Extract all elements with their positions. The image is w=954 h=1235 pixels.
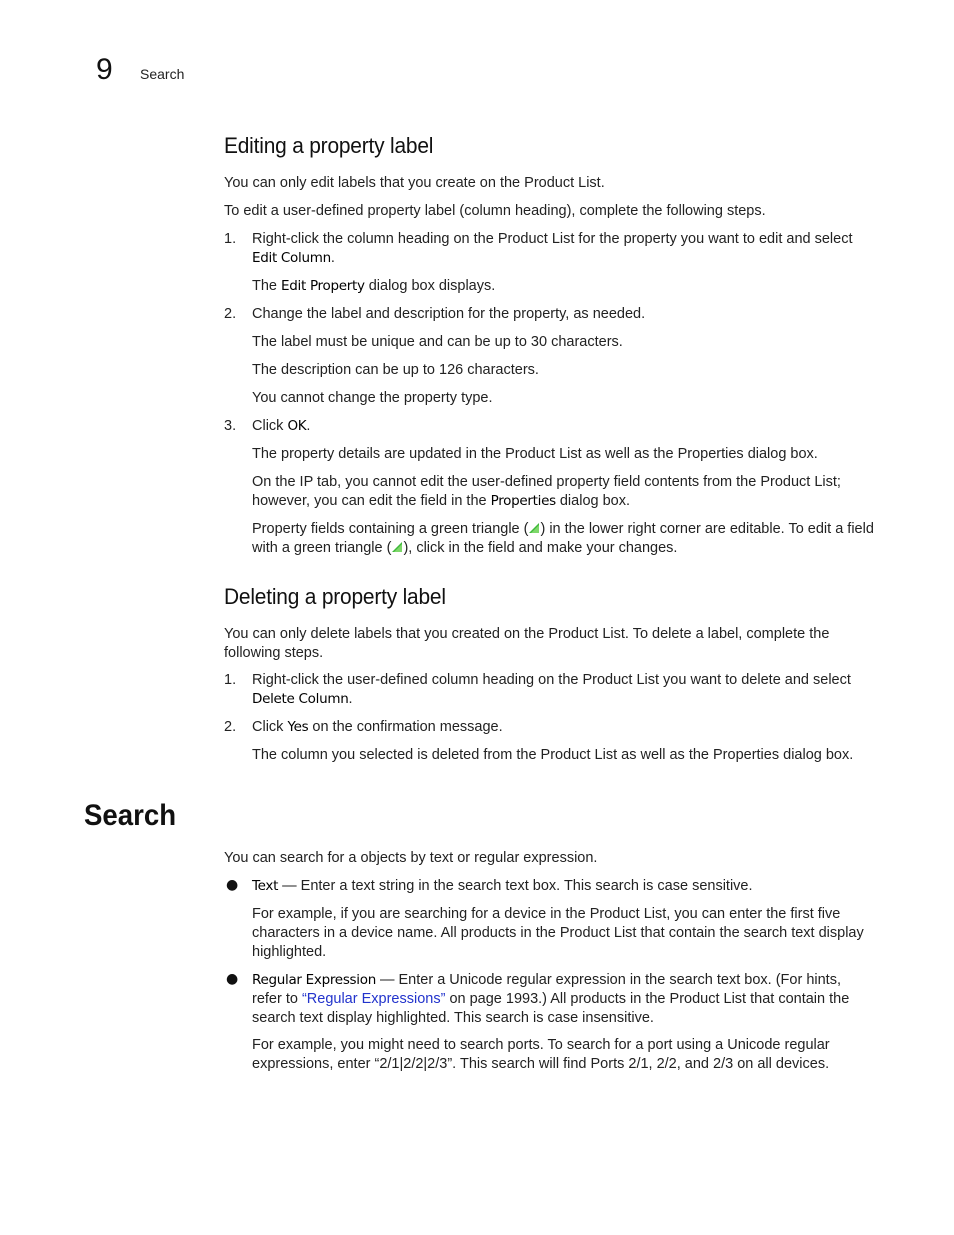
text: on the confirmation message. xyxy=(308,719,503,735)
text: dialog box. xyxy=(555,493,631,509)
heading-editing: Editing a property label xyxy=(224,133,434,158)
text: Click xyxy=(252,418,288,434)
regular-expressions-link[interactable]: “Regular Expressions” xyxy=(301,991,446,1007)
editing-step-3-note-1: The property details are updated in the Product List as well as the Properties dialog box. xyxy=(252,446,818,462)
search-bullet-regex xyxy=(252,971,874,1028)
green-triangle-icon xyxy=(391,541,403,553)
step-number: 2. xyxy=(224,306,237,322)
step-number: 3. xyxy=(224,418,237,434)
editing-step-1 xyxy=(252,230,874,268)
punct: . xyxy=(306,418,311,434)
text: The xyxy=(252,278,282,294)
ui-label-edit-property: Edit Property xyxy=(281,278,365,294)
heading-search: Search xyxy=(84,799,177,832)
deleting-step-1 xyxy=(252,671,874,709)
editing-step-3-note-2 xyxy=(252,473,874,511)
text: ) in the lower right corner are editable. To edit a field with a green triangle ( xyxy=(252,521,874,556)
ui-label-delete-column: Delete Column xyxy=(252,691,349,707)
step-number: 1. xyxy=(224,231,237,247)
bullet-icon: ● xyxy=(226,877,239,893)
ui-label-yes: Yes xyxy=(287,719,309,735)
editing-intro-1: You can only edit labels that you create on the Product List. xyxy=(224,175,605,191)
punct: . xyxy=(348,691,353,707)
step-number: 2. xyxy=(224,719,237,735)
ui-label-regular-expression: Regular Expression xyxy=(252,972,376,988)
search-intro: You can search for a objects by text or regular expression. xyxy=(224,850,598,866)
deleting-step-2-note: The column you selected is deleted from the Product List as well as the Properties dialog box. xyxy=(252,747,854,763)
text: — Enter a text string in the search text box. This search is case sensitive. xyxy=(278,878,753,894)
editing-step-1-note xyxy=(252,277,874,296)
punct: . xyxy=(330,250,335,266)
text: on page 1993.) All products in the Product List that contain the search text display highlighted. This search is case insensitive. xyxy=(252,991,850,1026)
editing-step-2-note-3: You cannot change the property type. xyxy=(252,390,493,406)
editing-step-2-note-2: The description can be up to 126 characters. xyxy=(252,362,539,378)
deleting-step-2 xyxy=(252,718,874,737)
heading-deleting: Deleting a property label xyxy=(224,584,446,609)
text: Click xyxy=(252,719,288,735)
running-head: Search xyxy=(140,66,185,82)
editing-step-3-note-3 xyxy=(252,520,874,558)
ui-label-properties: Properties xyxy=(490,493,556,509)
ui-label-edit-column: Edit Column xyxy=(252,250,331,266)
text: — Enter a Unicode regular expression in the search text box. (For hints, refer to xyxy=(252,972,841,1007)
text: Property fields containing a green triangle ( xyxy=(252,521,529,537)
chapter-number: 9 xyxy=(96,53,113,86)
ui-label-ok: OK xyxy=(287,418,307,434)
deleting-intro: You can only delete labels that you created on the Product List. To delete a label, complete the following steps. xyxy=(224,626,830,661)
step-number: 1. xyxy=(224,672,237,688)
search-bullet-regex-note: For example, you might need to search ports. To search for a port using a Unicode regular expressions, enter “2/1|2/2|2/3”. This search will find Ports 2/1, 2/2, and 2/3 on all devices. xyxy=(252,1037,830,1072)
search-bullet-text-note: For example, if you are searching for a device in the Product List, you can enter the first five characters in a device name. All products in the Product List that contain the search text display highlighted. xyxy=(252,906,864,960)
text: On the IP tab, you cannot edit the user-defined property field contents from the Product List; however, you can edit the field in the xyxy=(252,474,841,509)
editing-step-2-note-1: The label must be unique and can be up to 30 characters. xyxy=(252,334,623,350)
green-triangle-icon xyxy=(528,522,540,534)
editing-step-3 xyxy=(252,417,874,436)
text: dialog box displays. xyxy=(364,278,496,294)
editing-step-2: Change the label and description for the property, as needed. xyxy=(252,306,646,322)
ui-label-text: Text xyxy=(252,878,279,894)
step-text: Right-click the column heading on the Product List for the property you want to edit and select xyxy=(252,231,853,247)
search-bullet-text xyxy=(252,877,874,896)
text: Right-click the user-defined column heading on the Product List you want to delete and select xyxy=(252,672,851,688)
text: ), click in the field and make your changes. xyxy=(403,540,678,556)
bullet-icon: ● xyxy=(226,971,239,987)
editing-intro-2: To edit a user-defined property label (column heading), complete the following steps. xyxy=(224,203,766,219)
